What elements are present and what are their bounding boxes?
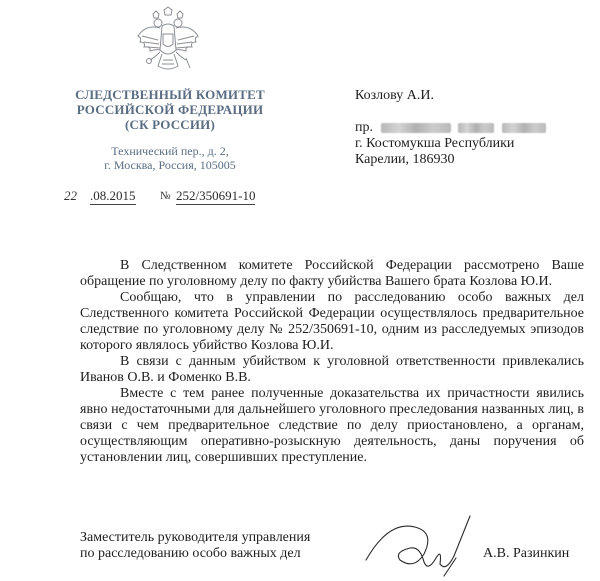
body-paragraph-2: Сообщаю, что в управлении по расследованию особо важных дел Следственного комитета Российской Федерации осуществлялось предварительное следствие по уголовному делу № 252/350691-10, одним из расследуемых эпизодов которого являлось убийство Козлова Ю.И. — [80, 290, 584, 353]
org-line-2: РОССИЙСКОЙ ФЕДЕРАЦИИ — [76, 102, 264, 117]
letter-body — [80, 258, 584, 466]
address-prefix: пр. — [355, 120, 373, 135]
signatory-title-line-1: Заместитель руководителя управления — [80, 530, 311, 545]
address-line-1: Технический пер., д. 2, — [111, 144, 229, 158]
redacted-apartment — [502, 123, 546, 133]
recipient-block — [355, 88, 585, 168]
signatory-title-line-2: по расследованию особо важных дел — [80, 546, 301, 561]
registration-number: 252/350691-10 — [176, 188, 256, 203]
redacted-street — [381, 123, 451, 133]
coat-of-arms-emblem — [134, 6, 202, 82]
recipient-address-line-3: Карелии, 186930 — [355, 152, 455, 167]
recipient-address-line-2: г. Костомукша Республики — [355, 136, 515, 151]
handwritten-signature — [360, 498, 480, 578]
body-paragraph-4: Вместе с тем ранее полученные доказательства их причастности явились явно недостаточными для дальнейшего уголовного преследования названных лиц, в связи с чем предварительное следствие по делу приостановлено, а органам, осуществляющим оперативно-розыскную деятельность, даны поручения об установлении лиц, совершивших преступление. — [80, 386, 584, 465]
number-sign: № — [160, 190, 171, 202]
body-paragraph-1: В Следственном комитете Российской Федерации рассмотрено Ваше обращение по уголовному делу по факту убийства Вашего брата Козлова Ю.И. — [80, 258, 584, 289]
recipient-name: Козлову А.И. — [355, 88, 435, 103]
signatory-name: А.В. Разинкин — [483, 546, 570, 561]
org-line-3: (СК РОССИИ) — [124, 117, 216, 132]
org-line-1: СЛЕДСТВЕННЫЙ КОМИТЕТ — [75, 87, 265, 102]
organization-name — [60, 87, 280, 132]
redacted-house — [458, 123, 494, 133]
recipient-address-line-1 — [355, 120, 585, 136]
registration-date: .08.2015 — [90, 188, 136, 203]
body-paragraph-3: В связи с данным убийством к уголовной ответственности привлекались Иванов О.В. и Фоменко В.В. — [80, 354, 584, 385]
signatory-title — [80, 530, 360, 562]
handwritten-day: 22 — [64, 188, 77, 203]
organization-address — [70, 144, 270, 172]
address-line-2: г. Москва, Россия, 105005 — [104, 158, 236, 172]
registration-line — [64, 188, 304, 208]
